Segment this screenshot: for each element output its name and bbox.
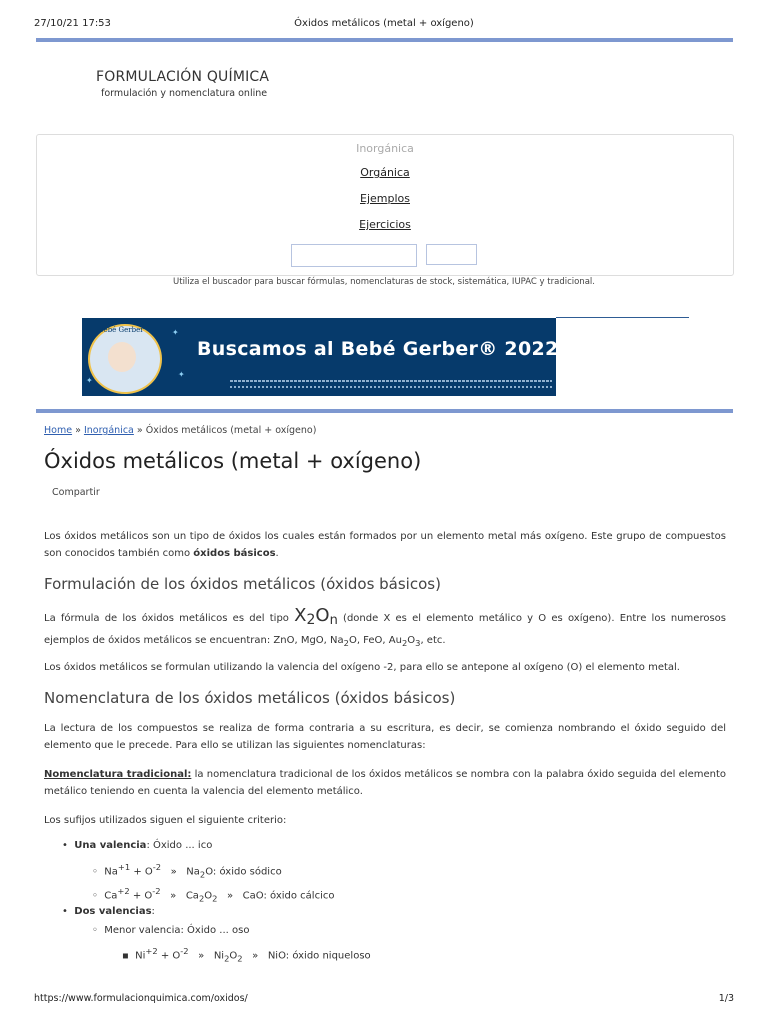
ad-headline: Buscamos al Bebé Gerber® 2022 ¡Po (197, 338, 609, 360)
breadcrumb-home[interactable]: Home (44, 425, 73, 436)
valence-paragraph: Los óxidos metálicos se formulan utilizando la valencia del oxígeno -2, para ello se antepone al oxígeno (O) el elemento metal. (44, 662, 680, 673)
arrow-icon: » (170, 890, 177, 902)
arrow-icon: » (252, 950, 259, 962)
print-date: 27/10/21 17:53 (34, 18, 111, 29)
site-brand[interactable]: FORMULACIÓN QUÍMICA (96, 69, 270, 85)
breadcrumb-inorganica[interactable]: Inorgánica (83, 425, 134, 436)
formula-paragraph: La fórmula de los óxidos metálicos es del tipo $X_2O_n$ (donde X es el elemento metálico y O es oxígeno). Entre los numerosos ejemplos de óxidos metálicos se encuentran: ZnO, MgO, $Na_2O$, FeO, $Au_2O_3$, etc. (44, 605, 726, 648)
bullet-disc-icon: • (62, 840, 68, 851)
ad-fine-print (230, 380, 552, 382)
search-help-text: Utiliza el buscador para buscar fórmulas, nomenclaturas de stock, sistemática, IUPAC y tradicional. (173, 277, 595, 287)
bold-term: óxidos básicos (193, 548, 276, 559)
arrow-icon: » (226, 890, 234, 902)
search-input[interactable] (291, 244, 417, 267)
search-button[interactable] (426, 244, 477, 265)
main-nav (36, 134, 734, 276)
list-item: • Dos valencias: (62, 906, 155, 917)
intro-paragraph: Los óxidos metálicos son un tipo de óxidos los cuales están formados por un elemento metal más oxígeno. Este grupo de compuestos son conocidos también como óxidos básicos. (44, 531, 726, 559)
nav-item-ejercicios[interactable]: Ejercicios (359, 218, 411, 231)
page-number: 1/3 (718, 993, 734, 1004)
section-heading-nomenclatura: Nomenclatura de los óxidos metálicos (óxidos básicos) (44, 689, 456, 707)
list-item: ◦ Menor valencia: Óxido ... oso (92, 925, 250, 936)
breadcrumb: Home » Inorgánica » Óxidos metálicos (metal + oxígeno) (44, 425, 317, 436)
site-tagline: formulación y nomenclatura online (101, 88, 268, 99)
breadcrumb-current: Óxidos metálicos (metal + oxígeno) (145, 425, 317, 436)
list-item: • Una valencia: Óxido ... ico (62, 840, 213, 851)
ad-frame-line (556, 317, 689, 318)
section-heading-formulacion: Formulación de los óxidos metálicos (óxidos básicos) (44, 575, 441, 593)
traditional-label: Nomenclatura tradicional: (44, 769, 192, 780)
page-title: Óxidos metálicos (metal + oxígeno) (44, 449, 422, 473)
suffix-intro: Los sufijos utilizados siguen el siguiente criterio: (44, 815, 287, 826)
baby-face-icon (108, 342, 136, 372)
print-header (0, 0, 768, 36)
star-icon: ✦ (178, 370, 185, 379)
arrow-icon: » (170, 866, 177, 878)
reading-paragraph: La lectura de los compuestos se realiza de forma contraria a su escritura, es decir, se comienza nombrando el óxido seguido del elemento que le precede. Para ello se utilizan las siguientes nomenclaturas: (44, 723, 726, 751)
arrow-icon: » (198, 950, 205, 962)
print-footer (0, 989, 768, 1009)
ad-fine-print (230, 386, 552, 388)
list-item: ▪ $Ni^{+2} + O^{-2}$ » $Ni_2O_2$ » NiO: óxido niqueloso (122, 946, 371, 964)
share-button[interactable]: Compartir (52, 487, 100, 498)
star-icon: ✦ (86, 376, 93, 385)
nav-item-inorganica[interactable]: Inorgánica (356, 142, 414, 155)
content-divider (36, 409, 733, 413)
print-title: Óxidos metálicos (metal + oxígeno) (294, 18, 474, 29)
footer-url: https://www.formulacionquimica.com/oxidos/ (34, 993, 248, 1004)
top-divider (36, 38, 733, 42)
ad-banner[interactable] (82, 318, 609, 396)
bullet-circle-icon: ◦ (92, 890, 98, 902)
ad-cta[interactable]: ¡Po (572, 338, 609, 360)
bullet-square-icon: ▪ (122, 950, 129, 962)
list-item: ◦ $Ca^{+2} + O^{-2}$ » $Ca_2O_2$ » CaO: óxido cálcico (92, 886, 335, 904)
ad-badge-text: Bebé Gerber (98, 326, 144, 334)
nav-item-organica[interactable]: Orgánica (360, 166, 410, 179)
bullet-circle-icon: ◦ (92, 866, 98, 878)
star-icon: ✦ (172, 328, 179, 337)
bullet-disc-icon: • (62, 906, 68, 917)
nav-item-ejemplos[interactable]: Ejemplos (360, 192, 410, 205)
list-item: ◦ $Na^{+1} + O^{-2}$ » $Na_2O$: óxido sódico (92, 862, 282, 880)
bullet-circle-icon: ◦ (92, 925, 98, 936)
traditional-paragraph: Nomenclatura tradicional: la nomenclatura tradicional de los óxidos metálicos se nombra con la palabra óxido seguida del elemento metálico teniendo en cuenta la valencia del elemento metálico. (44, 769, 726, 797)
